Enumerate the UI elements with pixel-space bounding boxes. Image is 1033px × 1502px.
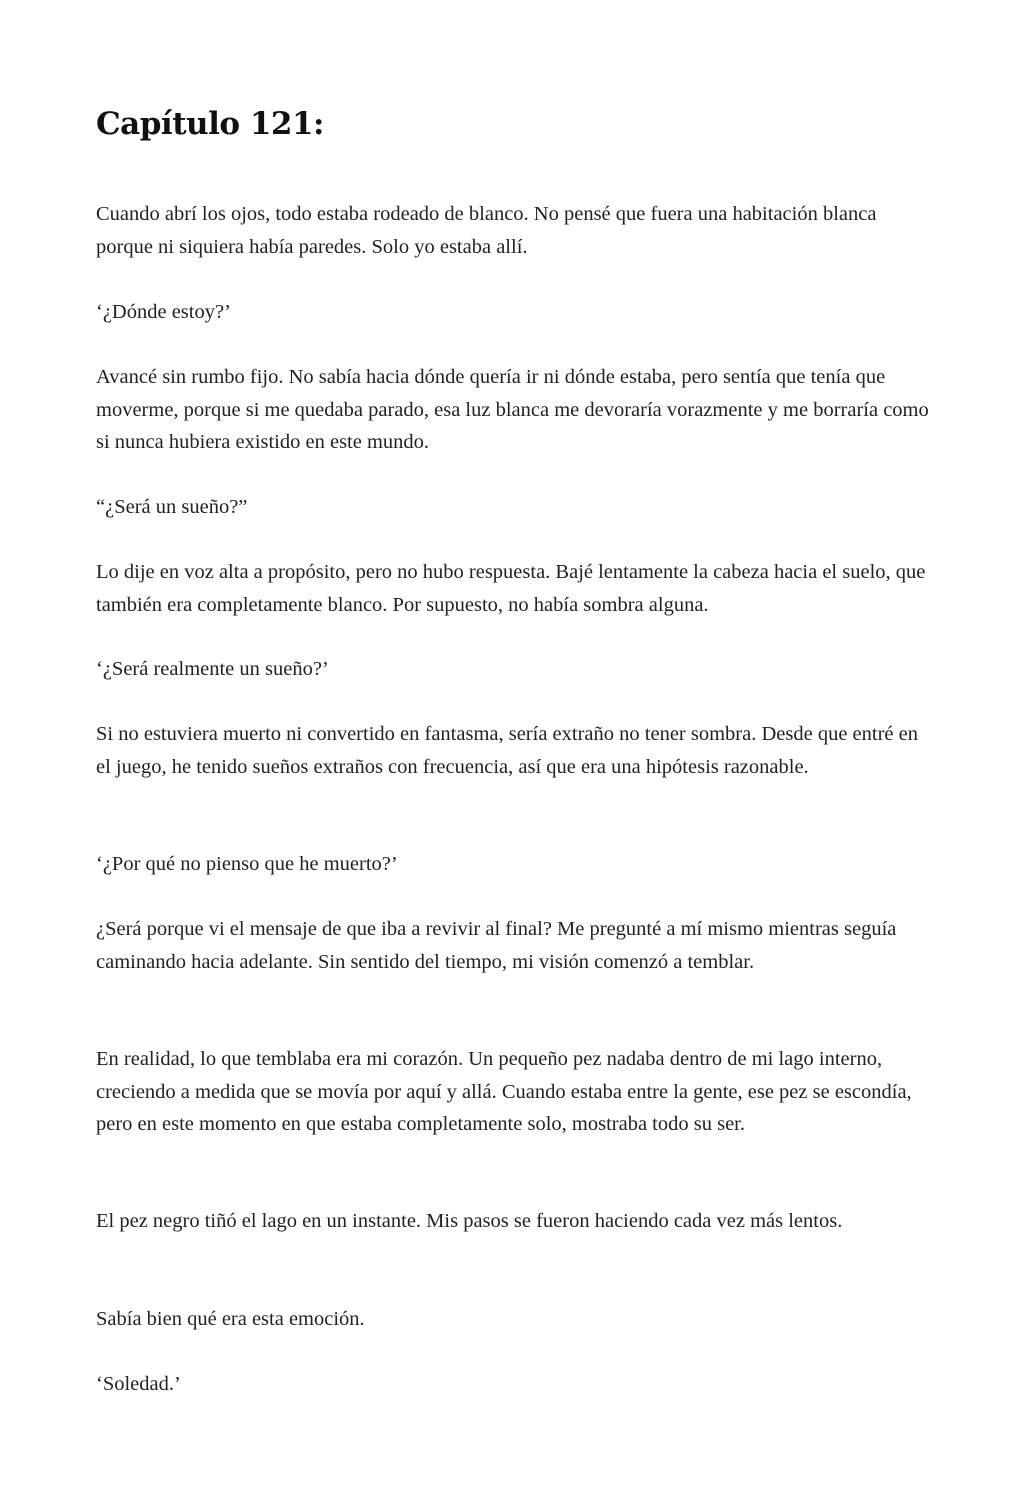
paragraph: Sabía bien qué era esta emoción. bbox=[96, 1308, 365, 1330]
paragraph: ‘¿Dónde estoy?’ bbox=[96, 301, 231, 323]
paragraph: ‘¿Será realmente un sueño?’ bbox=[96, 658, 329, 680]
paragraph: “¿Será un sueño?” bbox=[96, 496, 248, 518]
paragraph: El pez negro tiñó el lago en un instante. Mis pasos se fueron haciendo cada vez más lentos. bbox=[96, 1210, 843, 1232]
paragraph: Lo dije en voz alta a propósito, pero no hubo respuesta. Bajé lentamente la cabeza hacia el suelo, que también era completamente blanco. Por supuesto, no había sombra alguna. bbox=[96, 561, 926, 616]
paragraph: ‘Soledad.’ bbox=[96, 1373, 181, 1395]
paragraph: ¿Será porque vi el mensaje de que iba a revivir al final? Me pregunté a mí mismo mientras seguía caminando hacia adelante. Sin sentido del tiempo, mi visión comenzó a temblar. bbox=[96, 918, 897, 973]
paragraph: Avancé sin rumbo fijo. No sabía hacia dónde quería ir ni dónde estaba, pero sentía que tenía que moverme, porque si me quedaba parado, esa luz blanca me devoraría vorazmente y me borraría como si nunca hubiera existido en este mundo. bbox=[96, 366, 929, 453]
paragraph: Si no estuviera muerto ni convertido en fantasma, sería extraño no tener sombra. Desde que entré en el juego, he tenido sueños extraños con frecuencia, así que era una hipótesis razonable. bbox=[96, 723, 918, 778]
chapter-title: Capítulo 121: bbox=[96, 106, 324, 142]
paragraph: ‘¿Por qué no pienso que he muerto?’ bbox=[96, 853, 398, 875]
paragraph: Cuando abrí los ojos, todo estaba rodeado de blanco. No pensé que fuera una habitación blanca porque ni siquiera había paredes. Solo yo estaba allí. bbox=[96, 203, 877, 258]
paragraph: En realidad, lo que temblaba era mi corazón. Un pequeño pez nadaba dentro de mi lago interno, creciendo a medida que se movía por aquí y allá. Cuando estaba entre la gente, ese pez se escondía, pero en este momento en que estaba completamente solo, mostraba todo su ser. bbox=[96, 1048, 912, 1135]
